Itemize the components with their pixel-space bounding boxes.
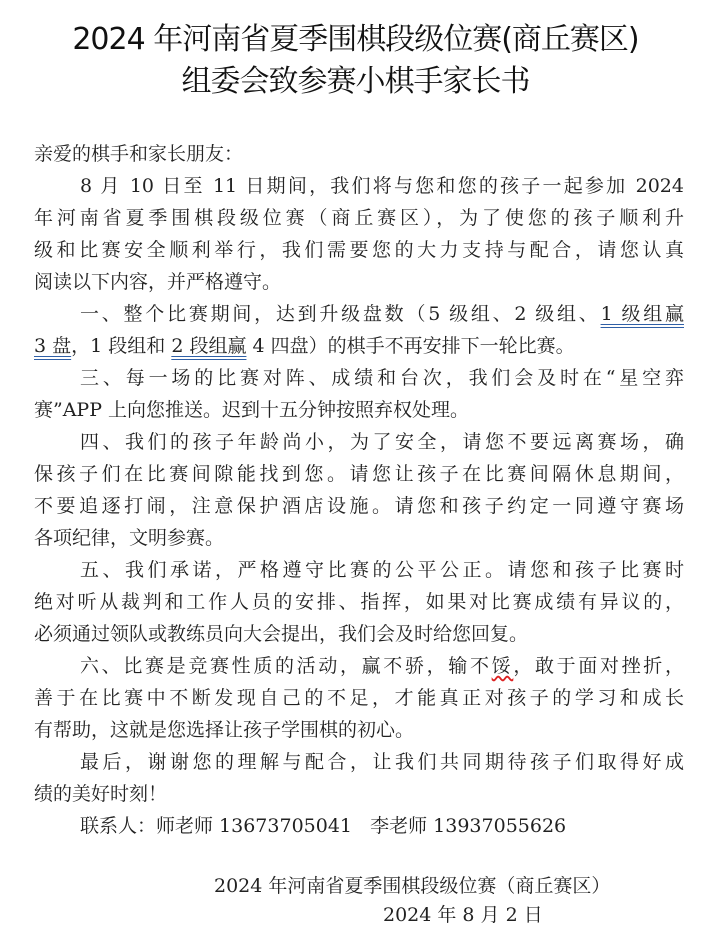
item-1-text: 一、整个比赛期间，达到升级盘数（5 级组、2 级组、 [80, 303, 601, 325]
contact-info: 联系人：师老师 13673705041 李老师 13937055626 [80, 815, 567, 837]
closing-line: 绩的美好时刻！ [34, 783, 168, 805]
spellcheck-flagged-text: 馁 [491, 655, 514, 677]
underlined-text: 3 盘 [34, 335, 72, 357]
item-5-line: 五、我们承诺，严格遵守比赛的公平公正。请您和孩子比赛时 [80, 559, 684, 581]
salutation: 亲爱的棋手和家长朋友： [34, 143, 244, 165]
item-1-text: ，1 段组和 [71, 335, 172, 357]
signature-organization: 2024 年河南省夏季围棋段级位赛（商丘赛区） [214, 875, 611, 897]
closing-line: 最后，谢谢您的理解与配合，让我们共同期待孩子们取得好成 [80, 751, 684, 773]
item-6-line: 有帮助，这就是您选择让孩子学围棋的初心。 [34, 719, 415, 741]
document-title-line-1: 2024 年河南省夏季围棋段级位赛(商丘赛区) [72, 22, 639, 57]
item-3-line: 赛”APP 上向您推送。迟到十五分钟按照弃权处理。 [34, 399, 470, 421]
item-4-line: 四、我们的孩子年龄尚小，为了安全，请您不要远离赛场，确 [80, 431, 684, 453]
item-1-line-1 [80, 298, 684, 330]
item-1-text: 4 四盘）的棋手不再安排下一轮比赛。 [246, 335, 575, 357]
item-3-line: 三、每一场的比赛对阵、成绩和台次，我们会及时在“星空弈 [80, 367, 684, 389]
item-6-line: 善于在比赛中不断发现自己的不足，才能真正对孩子的学习和成长 [34, 687, 684, 709]
underlined-text: 1 级组赢 [600, 303, 684, 325]
intro-line: 年河南省夏季围棋段级位赛（商丘赛区），为了使您的孩子顺利升 [34, 207, 684, 229]
item-4-line: 保孩子们在比赛间隙能找到您。请您让孩子在比赛间隔休息期间， [34, 463, 684, 485]
intro-line: 阅读以下内容，并严格遵守。 [34, 271, 282, 293]
item-5-line: 绝对听从裁判和工作人员的安排、指挥，如果对比赛成绩有异议的， [34, 591, 684, 613]
item-6-line-1 [80, 650, 684, 682]
item-6-text: ，敢于面对挫折， [513, 655, 684, 677]
item-6-text: 六、比赛是竞赛性质的活动，赢不骄，输不 [80, 655, 492, 677]
document-title-line-2: 组委会致参赛小棋手家长书 [181, 64, 530, 99]
underlined-text: 2 段组赢 [171, 335, 247, 357]
item-4-line: 各项纪律，文明参赛。 [34, 527, 225, 549]
intro-line: 级和比赛安全顺利举行，我们需要您的大力支持与配合，请您认真 [34, 239, 684, 261]
intro-line: 8 月 10 日至 11 日期间，我们将与您和您的孩子一起参加 2024 [80, 175, 684, 197]
item-5-line: 必须通过领队或教练员向大会提出，我们会及时给您回复。 [34, 623, 529, 645]
item-4-line: 不要追逐打闹，注意保护酒店设施。请您和孩子约定一同遵守赛场 [34, 495, 684, 517]
signature-date: 2024 年 8 月 2 日 [383, 904, 543, 926]
item-1-line-2 [34, 330, 575, 362]
